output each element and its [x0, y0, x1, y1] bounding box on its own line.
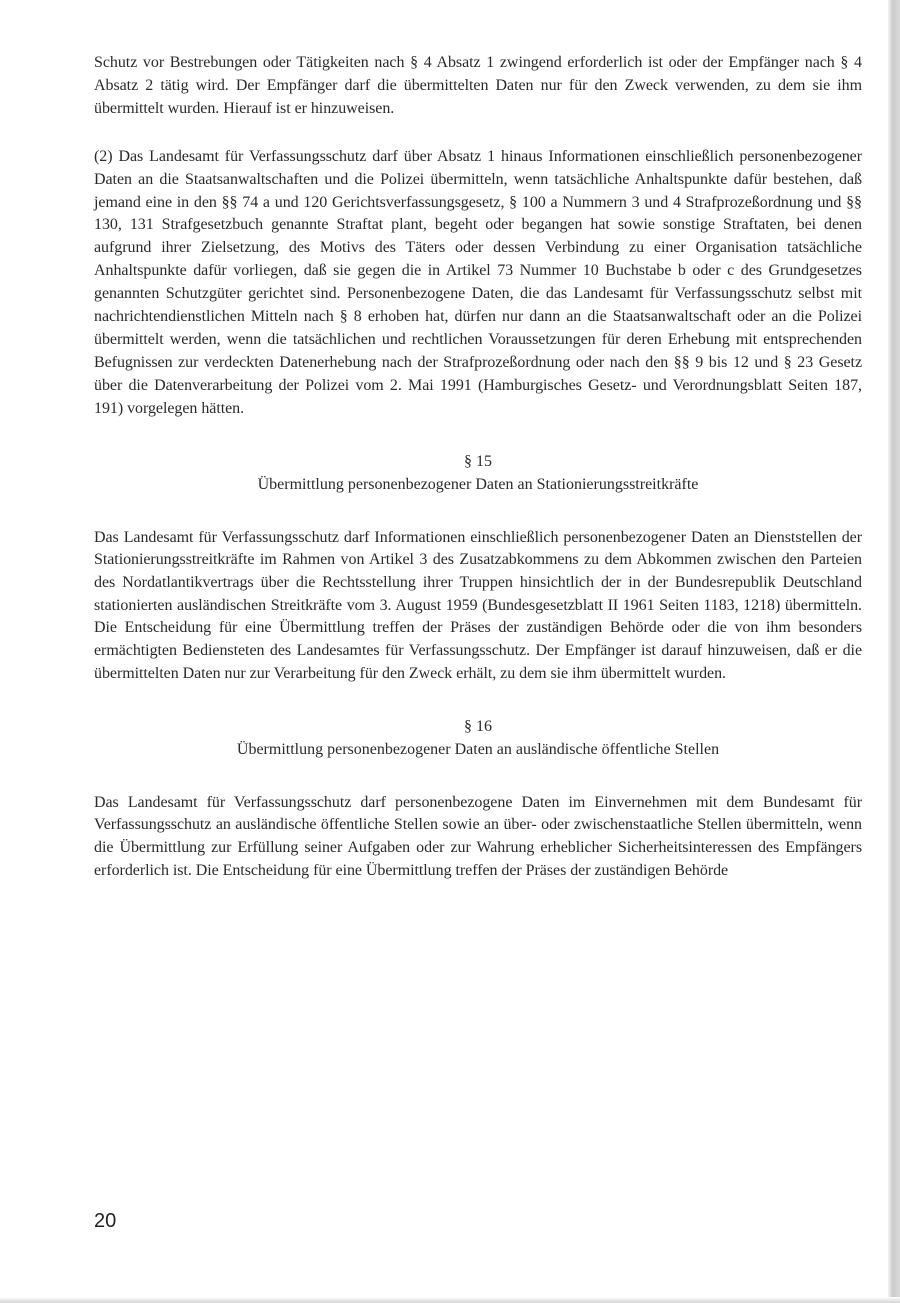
- section-15-number: § 15: [464, 452, 492, 470]
- page-number: 20: [94, 1210, 117, 1232]
- scan-edge-shadow: [888, 0, 900, 1303]
- section-15-title: Übermittlung personenbezogener Daten an Stationierungsstreitkräfte: [257, 475, 699, 493]
- paragraph-absatz-2: (2) Das Landesamt für Verfassungsschutz darf über Absatz 1 hinaus Informationen einschließlich personenbezogener Daten an die Staatsanwaltschaften und die Polizei übermitteln, wenn tatsächliche Anhaltspunkte dafür bestehen, daß jemand eine in den §§ 74 a und 120 Gerichtsverfassungsgesetz, § 100 a Nummern 3 und 4 Strafprozeßordnung und §§ 130, 131 Strafgesetzbuch genannte Straftat plant, begeht oder begangen hat sowie sonstige Straftaten, bei denen aufgrund ihrer Zielsetzung, des Motivs des Täters oder dessen Verbindung zu einer Organisation tatsächliche Anhaltspunkte dafür vorliegen, daß sie gegen die in Artikel 73 Nummer 10 Buchstabe b oder c des Grundgesetzes genannten Schutzgüter gerichtet sind. Personenbezogene Daten, die das Landesamt für Verfassungsschutz selbst mit nachrichtendienstlichen Mitteln nach § 8 erhoben hat, dürfen nur dann an die Staatsanwaltschaft oder an die Polizei übermittelt werden, wenn die tatsächlichen und rechtlichen Voraussetzungen für deren Erhebung mit entsprechenden Befugnissen zur verdeckten Datenerhebung nach der Strafprozeßordnung oder nach den §§ 9 bis 12 und § 23 Gesetz über die Datenverarbeitung der Polizei vom 2. Mai 1991 (Hamburgisches Gesetz- und Verordnungsblatt Seiten 187, 191) vorgelegen hätten.: [94, 147, 862, 417]
- section-16-text: Das Landesamt für Verfassungsschutz darf personenbezogene Daten im Einvernehmen mit dem Bundesamt für Verfassungsschutz an ausländische öffentliche Stellen sowie an über- oder zwischenstaatliche Stellen übermitteln, wenn die Übermittlung zur Erfüllung seiner Aufgaben oder zur Wahrung erheblicher Sicherheitsinteressen des Empfängers erforderlich ist. Die Entscheidung für eine Übermittlung treffen der Präses der zuständigen Behörde: [94, 793, 862, 880]
- section-16: [94, 716, 862, 884]
- section-16-number: § 16: [464, 717, 492, 735]
- paragraph-continuation: Schutz vor Bestrebungen oder Tätigkeiten nach § 4 Absatz 1 zwingend erforderlich ist oder der Empfänger nach § 4 Absatz 2 tätig wird. Der Empfänger darf die übermittelten Daten nur für den Zweck verwenden, zu dem sie ihm übermittelt wurden. Hierauf ist er hinzuweisen.: [94, 54, 862, 117]
- scan-bottom-shadow: [0, 1297, 900, 1303]
- section-15-text: Das Landesamt für Verfassungsschutz darf Informationen einschließlich personenbezogener Daten an Dienststellen der Stationierungsstreitkräfte im Rahmen von Artikel 3 des Zusatzabkommens zu dem Abkommen zwischen den Parteien des Nordatlantikvertrags über die Rechtsstellung ihrer Truppen hinsichtlich der in der Bundesrepublik Deutschland stationierten ausländischen Streitkräfte vom 3. August 1959 (Bundesgesetzblatt II 1961 Seiten 1183, 1218) übermitteln. Die Entscheidung für eine Übermittlung treffen der Präses der zuständigen Behörde oder die von ihm besonders ermächtigten Bediensteten des Landesamtes für Verfassungsschutz. Der Empfänger ist darauf hinzuweisen, daß er die übermittelten Daten nur zur Verarbeitung für den Zweck erhält, zu dem sie ihm übermittelt wurden.: [94, 528, 862, 682]
- section-16-title: Übermittlung personenbezogener Daten an ausländische öffentliche Stellen: [236, 740, 720, 758]
- section-15: [94, 451, 862, 686]
- document-page: [94, 52, 862, 883]
